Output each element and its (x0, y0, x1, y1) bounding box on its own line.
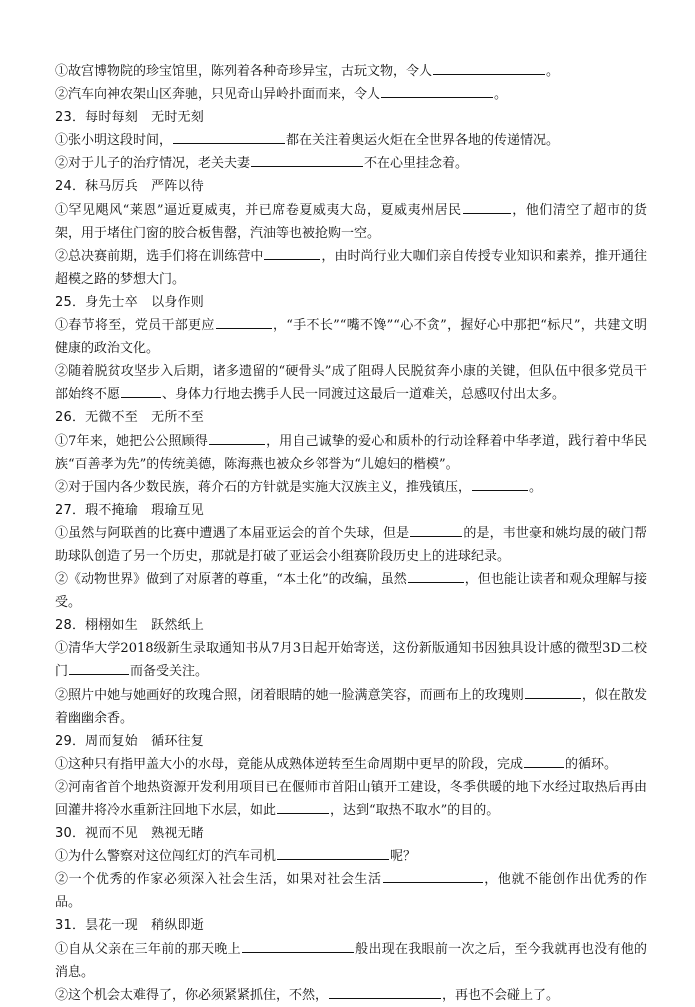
sentence: ①春节将至，党员干部更应 ，“手不长”“嘴不馋”“心不贪”，握好心中那把“标尺”，共建文明健康的政治文化。 (55, 314, 647, 360)
fill-blank[interactable] (472, 476, 528, 491)
question-heading: 24．秣马厉兵 严阵以待 (55, 179, 204, 195)
sentence: ①罕见飓风“莱恩”逼近夏威夷，并已席卷夏威夷大岛，夏威夷州居民 ，他们清空了超市的货架，用于堵住门窗的胶合板售罄，汽油等也被抢购一空。 (55, 199, 647, 245)
sentence: ②这个机会太难得了，你必须紧紧抓住，不然， ，再也不会碰上了。 (55, 984, 647, 1007)
sentence: ①虽然与阿联酋的比赛中遭遇了本届亚运会的首个失球，但是 的是，韦世豪和姚均晟的破门帮助球队创造了另一个历史，那就是打破了亚运会小组赛阶段历史上的进球纪录。 (55, 522, 647, 568)
sentence: ①7年来，她把公公照顾得 ，用自己诚挚的爱心和质朴的行动诠释着中华孝道，践行着中华民族“百善孝为先”的传统美德，陈海燕也被众乡邻誉为“儿媳妇的楷模”。 (55, 430, 647, 476)
question-heading: 29．周而复始 循环往复 (55, 733, 204, 749)
question-heading: 30．视而不见 熟视无睹 (55, 826, 204, 842)
fill-blank[interactable] (69, 660, 129, 675)
fill-blank[interactable] (277, 845, 389, 860)
fill-blank[interactable] (408, 568, 464, 583)
fill-blank[interactable] (216, 314, 272, 329)
sentence: ①这种只有指甲盖大小的水母，竟能从成熟体逆转至生命周期中更早的阶段，完成 的循环。 (55, 753, 647, 776)
fill-blank[interactable] (121, 383, 161, 398)
question-heading: 27．瑕不掩瑜 瑕瑜互见 (55, 502, 204, 518)
question-heading: 26．无微不至 无所不至 (55, 410, 204, 426)
sentence: ②随着脱贫攻坚步入后期，诸多遗留的“硬骨头”成了阻碍人民脱贫奔小康的关键，但队伍中很多党员干部始终不愿 、身体力行地去携手人民一同渡过这最后一道难关，总感叹付出太多。 (55, 364, 647, 403)
fill-blank[interactable] (264, 245, 320, 260)
fill-blank[interactable] (329, 984, 441, 999)
sentence: ②一个优秀的作家必须深入社会生活，如果对社会生活 ，他就不能创作出优秀的作品。 (55, 868, 647, 914)
sentence: ②对于儿子的治疗情况，老关夫妻 不在心里挂念着。 (55, 152, 647, 175)
sentence: ①自从父亲在三年前的那天晚上 般出现在我眼前一次之后，至今我就再也没有他的消息。 (55, 938, 647, 984)
sentence: ②河南省首个地热资源开发利用项目已在偃师市首阳山镇开工建设，冬季供暖的地下水经过取热后再由回灌井将冷水重新注回地下水层，如此 ，达到“取热不取水”的目的。 (55, 779, 647, 818)
fill-blank[interactable] (524, 753, 564, 768)
sentence: ①张小明这段时间， 都在关注着奥运火炬在全世界各地的传递情况。 (55, 129, 647, 152)
fill-blank[interactable] (209, 430, 265, 445)
fill-blank[interactable] (433, 60, 545, 75)
sentence: ②汽车向神农架山区奔驰，只见奇山异岭扑面而来，令人 。 (55, 83, 647, 106)
sentence: ①故宫博物院的珍宝馆里，陈列着各种奇珍异宝，古玩文物，令人 。 (55, 60, 647, 83)
sentence: ②总决赛前期，选手们将在训练营中 ，由时尚行业大咖们亲自传授专业知识和素养，推开通往超模之路的梦想大门。 (55, 245, 647, 291)
fill-blank[interactable] (525, 684, 581, 699)
question-heading: 28．栩栩如生 跃然纸上 (55, 618, 204, 634)
fill-blank[interactable] (173, 129, 285, 144)
sentence: ②对于国内各少数民族，蒋介石的方针就是实施大汉族主义，推残镇压， 。 (55, 476, 647, 499)
sentence: ②照片中她与她画好的玫瑰合照，闭着眼睛的她一脸满意笑容，而画布上的玫瑰则 ，似在散发着幽幽余香。 (55, 684, 647, 730)
sentence: ②《动物世界》做到了对原著的尊重，“本土化”的改编，虽然 ，但也能让读者和观众理解与接受。 (55, 568, 647, 614)
question-heading: 23．每时每刻 无时无刻 (55, 110, 204, 126)
sentence: ①为什么警察对这位闯红灯的汽车司机 呢？ (55, 845, 647, 868)
question-heading: 25．身先士卒 以身作则 (55, 294, 204, 310)
fill-blank[interactable] (251, 152, 363, 167)
fill-blank[interactable] (383, 868, 483, 883)
fill-blank[interactable] (381, 83, 493, 98)
fill-blank[interactable] (277, 799, 329, 814)
sentence: ①清华大学2018级新生录取通知书从7月3日起开始寄送，这份新版通知书因独具设计感的微型3D二校门 而备受关注。 (55, 641, 647, 680)
fill-blank[interactable] (463, 199, 511, 214)
question-heading: 31．昙花一现 稍纵即逝 (55, 918, 204, 934)
fill-blank[interactable] (410, 522, 462, 537)
fill-blank[interactable] (242, 938, 354, 953)
